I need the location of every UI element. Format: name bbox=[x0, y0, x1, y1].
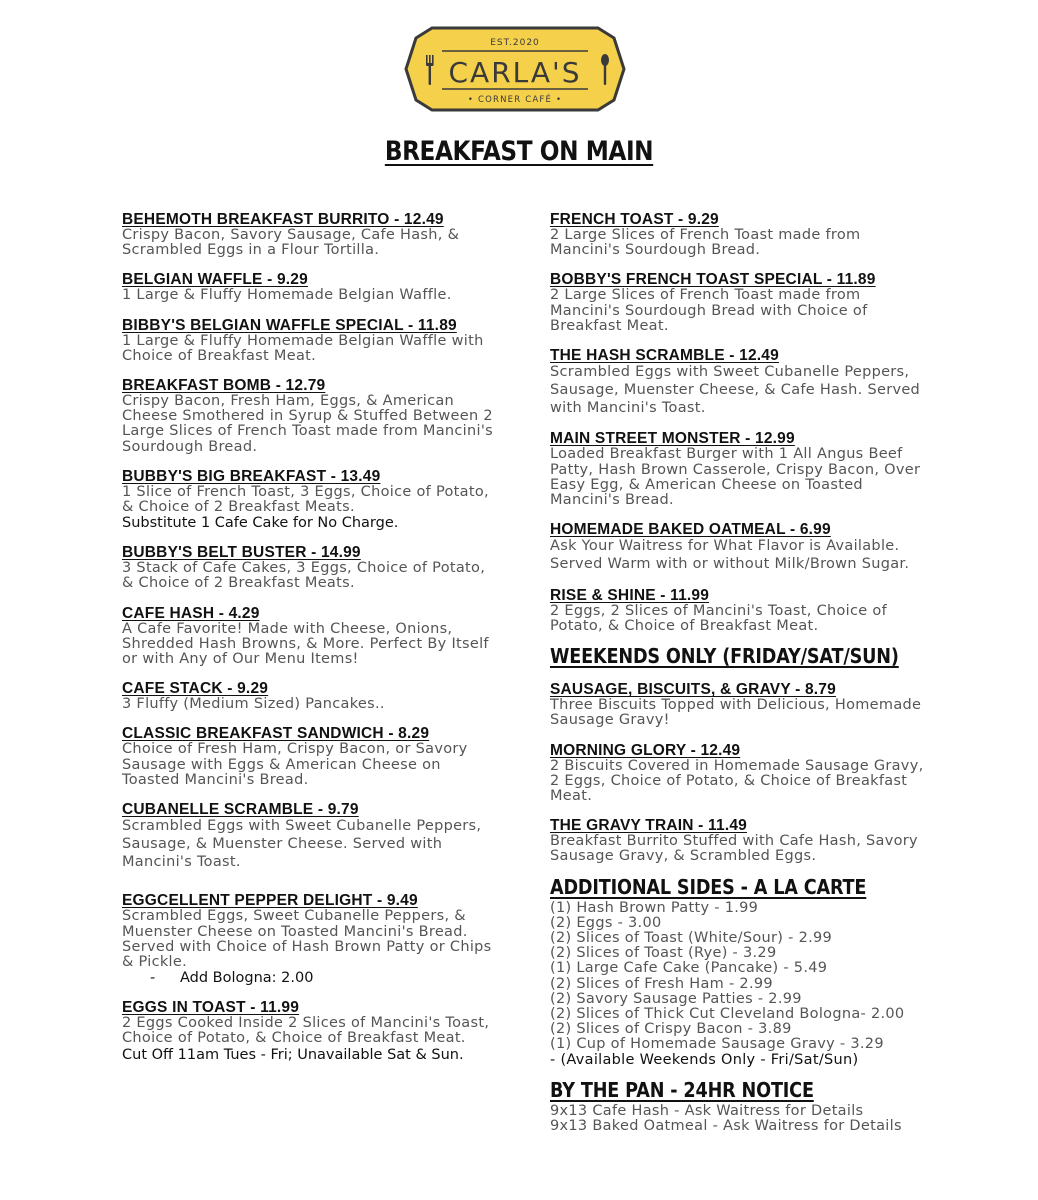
menu-item bbox=[550, 522, 928, 574]
menu-item bbox=[550, 818, 928, 864]
menu-item-description: Crispy Bacon, Savory Sausage, Cafe Hash, & Scrambled Eggs in a Flour Tortilla. bbox=[122, 227, 460, 259]
menu-item-description: 1 Large & Fluffy Homemade Belgian Waffle. bbox=[122, 287, 452, 304]
menu-item-title: BREAKFAST BOMB - 12.79 bbox=[122, 377, 326, 395]
menu-item-note: Substitute 1 Cafe Cake for No Charge. bbox=[122, 515, 399, 532]
menu-item-title: THE HASH SCRAMBLE - 12.49 bbox=[550, 347, 779, 365]
menu-item bbox=[122, 212, 500, 258]
menu-item-title: MORNING GLORY - 12.49 bbox=[550, 741, 741, 759]
menu-item-title: FRENCH TOAST - 9.29 bbox=[550, 211, 719, 228]
menu-item-description: Choice of Fresh Ham, Crispy Bacon, or Savory Sausage with Eggs & American Cheese on Toasted Mancini's Bread. bbox=[122, 741, 468, 788]
side-item: (1) Large Cafe Cake (Pancake) - 5.49 bbox=[550, 960, 828, 977]
by-the-pan-heading: BY THE PAN - 24HR NOTICE bbox=[550, 1077, 814, 1102]
sides-heading: ADDITIONAL SIDES - A LA CARTE bbox=[550, 874, 867, 899]
page-title: BREAKFAST ON MAIN bbox=[384, 136, 654, 167]
page-title-row bbox=[0, 136, 1038, 167]
menu-item-title: BEHEMOTH BREAKFAST BURRITO - 12.49 bbox=[122, 211, 444, 228]
logo-est: EST.2020 bbox=[490, 38, 540, 48]
menu-item bbox=[122, 272, 500, 303]
menu-item-title: CAFE STACK - 9.29 bbox=[122, 680, 269, 698]
menu-item bbox=[122, 378, 500, 455]
menu-item bbox=[550, 272, 928, 334]
side-item: (2) Savory Sausage Patties - 2.99 bbox=[550, 990, 802, 1007]
menu-item bbox=[550, 588, 928, 634]
menu-item-title: EGGS IN TOAST - 11.99 bbox=[122, 999, 300, 1017]
menu-item-description: 3 Stack of Cafe Cakes, 3 Eggs, Choice of Potato, & Choice of 2 Breakfast Meats. bbox=[122, 560, 486, 592]
menu-item-title: CLASSIC BREAKFAST SANDWICH - 8.29 bbox=[122, 725, 430, 743]
side-item: (2) Eggs - 3.00 bbox=[550, 914, 662, 931]
sides-list bbox=[550, 901, 928, 1068]
pan-item: 9x13 Baked Oatmeal - Ask Waitress for Details bbox=[550, 1118, 902, 1135]
menu-item-description: A Cafe Favorite! Made with Cheese, Onions, Shredded Hash Browns, & More. Perfect By Itself or with Any of Our Menu Items! bbox=[122, 620, 489, 668]
addon-label: Add Bologna: 2.00 bbox=[180, 970, 314, 987]
cafe-logo bbox=[402, 22, 628, 116]
menu-item-title: CUBANELLE SCRAMBLE - 9.79 bbox=[122, 801, 359, 819]
menu-item-description: Scrambled Eggs with Sweet Cubanelle Peppers, Sausage, & Muenster Cheese. Served with Mancini's Toast. bbox=[122, 818, 482, 870]
side-item: (1) Hash Brown Patty - 1.99 bbox=[550, 899, 759, 916]
menu-item-description: 1 Large & Fluffy Homemade Belgian Waffle with Choice of Breakfast Meat. bbox=[122, 332, 484, 364]
menu-item-description: 3 Fluffy (Medium Sized) Pancakes.. bbox=[122, 696, 385, 713]
menu-column-left bbox=[122, 212, 500, 1077]
menu-item bbox=[122, 893, 500, 986]
menu-item-description: 2 Eggs, 2 Slices of Mancini's Toast, Choice of Potato, & Choice of Breakfast Meat. bbox=[550, 602, 887, 635]
menu-item bbox=[122, 606, 500, 668]
menu-item bbox=[550, 348, 928, 417]
side-item: (2) Slices of Fresh Ham - 2.99 bbox=[550, 975, 773, 992]
logo-tagline: • CORNER CAFÉ • bbox=[467, 95, 563, 105]
menu-item-title: BIBBY'S BELGIAN WAFFLE SPECIAL - 11.89 bbox=[122, 316, 457, 334]
menu-item-description: 2 Eggs Cooked Inside 2 Slices of Mancini's Toast, Choice of Potato, & Choice of Breakfast Meat. bbox=[122, 1015, 490, 1047]
menu-item-description: 2 Biscuits Covered in Homemade Sausage Gravy, 2 Eggs, Choice of Potato, & Choice of Breakfast Meat. bbox=[550, 757, 924, 805]
menu-item bbox=[122, 545, 500, 591]
sides-availability-note: - (Available Weekends Only - Fri/Sat/Sun) bbox=[550, 1051, 859, 1068]
menu-item bbox=[122, 318, 500, 364]
side-item: (2) Slices of Toast (Rye) - 3.29 bbox=[550, 945, 777, 962]
menu-item-title: HOMEMADE BAKED OATMEAL - 6.99 bbox=[550, 521, 831, 539]
menu-item bbox=[550, 743, 928, 805]
menu-item-title: SAUSAGE, BISCUITS, & GRAVY - 8.79 bbox=[550, 681, 836, 699]
menu-item bbox=[550, 682, 928, 728]
menu-item bbox=[122, 469, 500, 531]
by-the-pan-list bbox=[550, 1104, 928, 1134]
menu-item-description: Scrambled Eggs, Sweet Cubanelle Peppers, & Muenster Cheese on Toasted Mancini's Bread. Served with Choice of Hash Brown Patty or Chips & Pickle. bbox=[122, 908, 492, 971]
logo-name: CARLA'S bbox=[448, 56, 582, 89]
menu-item-title: BUBBY'S BELT BUSTER - 14.99 bbox=[122, 544, 361, 562]
menu-item-title: THE GRAVY TRAIN - 11.49 bbox=[550, 817, 747, 835]
menu-item bbox=[550, 212, 928, 258]
menu-item-title: CAFE HASH - 4.29 bbox=[122, 604, 260, 622]
menu-item-description: Ask Your Waitress for What Flavor is Available. Served Warm with or without Milk/Brown Sugar. bbox=[550, 538, 910, 573]
side-item: (2) Slices of Crispy Bacon - 3.89 bbox=[550, 1021, 792, 1038]
menu-item-description: 1 Slice of French Toast, 3 Eggs, Choice of Potato, & Choice of 2 Breakfast Meats. bbox=[122, 483, 489, 516]
menu-item-description: Scrambled Eggs with Sweet Cubanelle Peppers, Sausage, Muenster Cheese, & Cafe Hash. Served with Mancini's Toast. bbox=[550, 364, 921, 416]
menu-item bbox=[550, 431, 928, 508]
side-item: (1) Cup of Homemade Sausage Gravy - 3.29 bbox=[550, 1036, 884, 1053]
menu-item bbox=[122, 726, 500, 788]
menu-item-title: MAIN STREET MONSTER - 12.99 bbox=[550, 430, 795, 448]
side-item: (2) Slices of Toast (White/Sour) - 2.99 bbox=[550, 930, 833, 947]
weekends-heading: WEEKENDS ONLY (FRIDAY/SAT/SUN) bbox=[550, 644, 899, 669]
menu-item-description: 2 Large Slices of French Toast made from Mancini's Sourdough Bread. bbox=[550, 227, 861, 259]
pan-item: 9x13 Cafe Hash - Ask Waitress for Details bbox=[550, 1102, 864, 1119]
menu-item-title: RISE & SHINE - 11.99 bbox=[550, 586, 710, 604]
menu-item-description: Loaded Breakfast Burger with 1 All Angus Beef Patty, Hash Brown Casserole, Crispy Bacon, Over Easy Egg, & American Cheese on Toasted Mancini's Bread. bbox=[550, 446, 921, 509]
menu-item bbox=[122, 802, 500, 871]
menu-item-title: BELGIAN WAFFLE - 9.29 bbox=[122, 271, 308, 289]
menu-item-title: BOBBY'S FRENCH TOAST SPECIAL - 11.89 bbox=[550, 271, 876, 289]
logo-badge bbox=[402, 22, 628, 116]
menu-item-title: BUBBY'S BIG BREAKFAST - 13.49 bbox=[122, 467, 381, 485]
menu-item-addon: - Add Bologna: 2.00 bbox=[150, 970, 314, 987]
menu-item bbox=[122, 681, 500, 712]
menu-item-title: EGGCELLENT PEPPER DELIGHT - 9.49 bbox=[122, 892, 418, 910]
menu-item-description: Three Biscuits Topped with Delicious, Homemade Sausage Gravy! bbox=[550, 697, 922, 729]
side-item: (2) Slices of Thick Cut Cleveland Bologna- 2.00 bbox=[550, 1006, 905, 1023]
menu-item-description: 2 Large Slices of French Toast made from Mancini's Sourdough Bread with Choice of Breakfast Meat. bbox=[550, 287, 868, 334]
menu-column-right bbox=[550, 212, 928, 1134]
menu-item-note: Cut Off 11am Tues - Fri; Unavailable Sat & Sun. bbox=[122, 1046, 464, 1063]
menu-item bbox=[122, 1000, 500, 1062]
menu-item-description: Crispy Bacon, Fresh Ham, Eggs, & American Cheese Smothered in Syrup & Stuffed Between 2 Large Slices of French Toast made from Mancini's Sourdough Bread. bbox=[122, 393, 493, 455]
menu-item-description: Breakfast Burrito Stuffed with Cafe Hash, Savory Sausage Gravy, & Scrambled Eggs. bbox=[550, 833, 918, 865]
